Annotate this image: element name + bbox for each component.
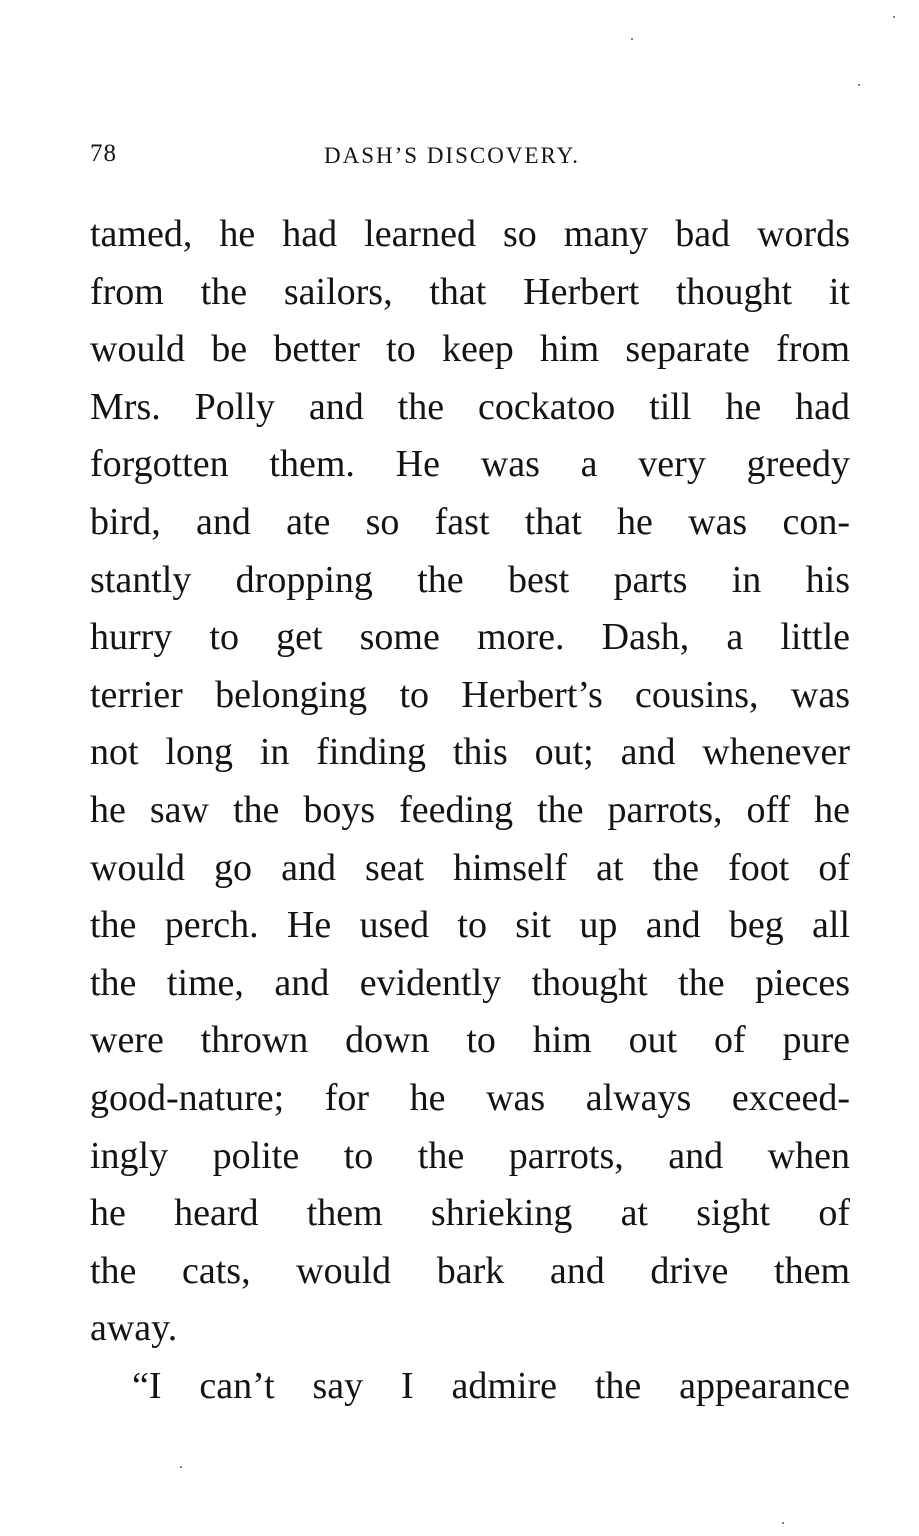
paragraph [90,206,850,1358]
text-line: he saw the boys feeding the parrots, off he [90,788,850,831]
text-line: “I can’t say I admire the appearance [132,1364,850,1407]
text-line: bird, and ate so fast that he was con- [90,500,850,543]
text-line: the cats, would bark and drive them [90,1249,850,1292]
text-line: he heard them shrieking at sight of [90,1192,850,1235]
page-number: 78 [90,140,117,167]
paper-speck [631,38,633,40]
text-line: ingly polite to the parrots, and when [90,1134,850,1177]
text-line: the time, and evidently thought the pieces [90,961,850,1004]
text-line: good-nature; for he was always exceed- [90,1076,850,1119]
text-line: not long in finding this out; and whenever [90,731,850,774]
body-text [90,206,850,1415]
text-line: Mrs. Polly and the cockatoo till he had [90,385,850,428]
text-line: would go and seat himself at the foot of [90,846,850,889]
text-line: tamed, he had learned so many bad words [90,213,850,255]
paragraph [90,1358,850,1416]
text-line: the perch. He used to sit up and beg all [90,904,850,947]
text-line: away. [90,1307,178,1350]
text-line: terrier belonging to Herbert’s cousins, was [90,673,850,716]
text-line: were thrown down to him out of pure [90,1019,850,1062]
paper-speck [858,84,860,86]
text-line: stantly dropping the best parts in his [90,558,850,601]
text-line: hurry to get some more. Dash, a little [90,616,850,659]
paper-speck [782,1522,784,1524]
paper-speck [180,1466,182,1468]
paper-speck [893,16,895,18]
running-head: DASH’S DISCOVERY. [324,143,580,168]
page-header [90,140,850,176]
text-line: from the sailors, that Herbert thought it [90,270,850,313]
text-line: forgotten them. He was a very greedy [90,443,850,486]
text-line: would be better to keep him separate from [90,328,850,371]
